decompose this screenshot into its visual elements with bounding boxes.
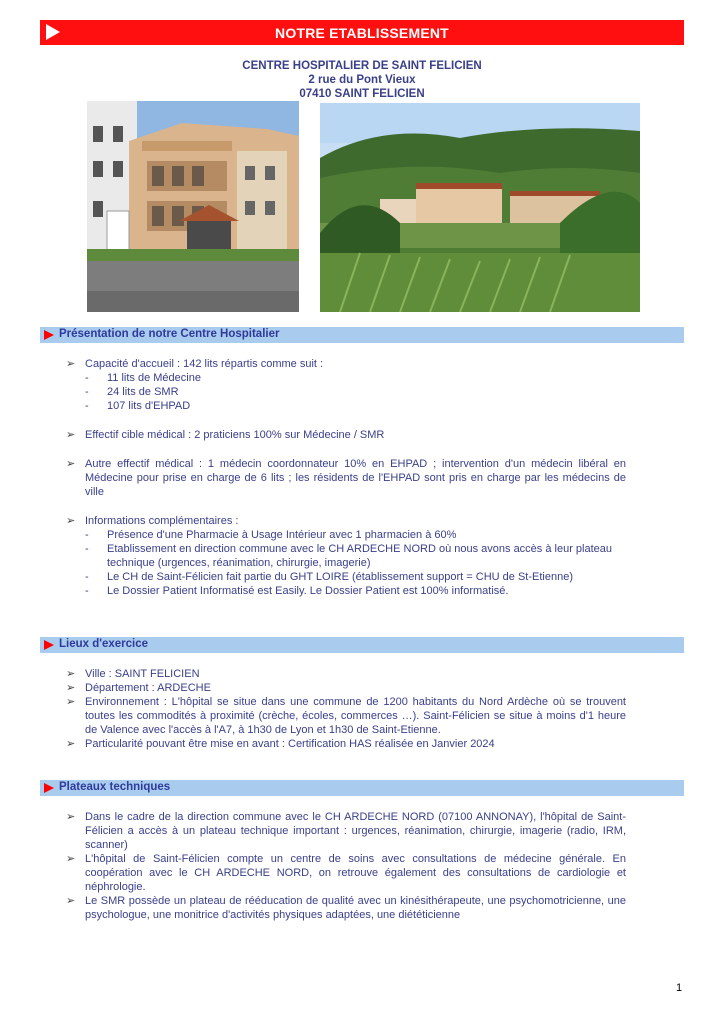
arrowhead-bullet-icon: ➢ bbox=[66, 853, 76, 865]
list-item: ➢ L'hôpital de Saint-Félicien compte un centre de soins avec consultations de médecine générale. En coopération avec le CH ARDECHE NORD, on retrouve également des consultations de cardiologie et néphrologie. bbox=[66, 853, 626, 893]
right-triangle-icon bbox=[44, 330, 54, 340]
sub-list-item: - Présence d'une Pharmacie à Usage Intérieur avec 1 pharmacien à 60% bbox=[85, 529, 457, 541]
list-item: ➢ Le SMR possède un plateau de rééducation de qualité avec un kinésithérapeute, une psychomotricienne, une psychologue, une monitrice d'activités physiques adaptées, une diététicienne bbox=[66, 895, 626, 921]
section-title: Plateaux techniques bbox=[59, 781, 171, 793]
right-triangle-icon bbox=[44, 640, 54, 650]
arrowhead-bullet-icon: ➢ bbox=[66, 515, 76, 527]
sub-list-item: - 107 lits d'EHPAD bbox=[85, 400, 191, 412]
lieux-content bbox=[66, 667, 626, 751]
landscape-photo bbox=[320, 103, 640, 312]
establishment-name: CENTRE HOSPITALIER DE SAINT FELICIEN bbox=[242, 60, 482, 72]
page-number: 1 bbox=[676, 982, 683, 994]
sub-list-item: - 24 lits de SMR bbox=[85, 386, 179, 398]
address-block bbox=[0, 59, 724, 101]
list-item: ➢ Effectif cible médical : 2 praticiens 100% sur Médecine / SMR bbox=[66, 429, 385, 441]
list-item: ➢ Informations complémentaires : bbox=[66, 515, 239, 527]
section-title: Présentation de notre Centre Hospitalier bbox=[59, 328, 280, 340]
arrowhead-bullet-icon: ➢ bbox=[66, 738, 76, 750]
sub-list-item: - Le CH de Saint-Félicien fait partie du GHT LOIRE (établissement support = CHU de St-Etienne) bbox=[85, 571, 573, 583]
arrowhead-bullet-icon: ➢ bbox=[66, 429, 76, 441]
section-title: Lieux d'exercice bbox=[59, 638, 149, 650]
arrowhead-bullet-icon: ➢ bbox=[66, 668, 76, 680]
page-title: NOTRE ETABLISSEMENT bbox=[275, 25, 449, 41]
list-item: ➢ Particularité pouvant être mise en avant : Certification HAS réalisée en Janvier 2024 bbox=[66, 738, 495, 750]
list-item: ➢ Environnement : L'hôpital se situe dans une commune de 1200 habitants du Nord Ardèche où se trouvent toutes les commodités à proximité (crèche, écoles, commerces …). Saint-Félicien se situe à moins d'1 heure de Valence avec l'accès à l'A7, à 1h30 de Lyon et 1h30 de Saint-Etienne. bbox=[66, 696, 626, 736]
arrowhead-bullet-icon: ➢ bbox=[66, 358, 76, 370]
right-triangle-icon bbox=[44, 783, 54, 793]
sub-list-item: - Etablissement en direction commune avec le CH ARDECHE NORD où nous avons accès à leur plateau technique (urgences, réanimation, chirurgie, imagerie) bbox=[85, 543, 613, 569]
city-address: 07410 SAINT FELICIEN bbox=[299, 88, 425, 100]
list-item: ➢ Dans le cadre de la direction commune avec le CH ARDECHE NORD (07100 ANNONAY), l'hôpital de Saint-Félicien a accès à un plateau technique important : urgences, réanimation, chirurgie, imagerie (radio, IRM, scanner) bbox=[66, 811, 626, 851]
list-item: ➢ Département : ARDECHE bbox=[66, 682, 211, 694]
list-item: ➢ Autre effectif médical : 1 médecin coordonnateur 10% en EHPAD ; intervention d'un médecin libéral en Médecine pour prise en charge de 6 lits ; les résidents de l'EHPAD sont pris en charge par les médecins de ville bbox=[66, 458, 626, 498]
building-photo bbox=[87, 101, 299, 312]
list-item: ➢ Ville : SAINT FELICIEN bbox=[66, 668, 200, 680]
arrowhead-bullet-icon: ➢ bbox=[66, 811, 76, 823]
list-item: ➢ Capacité d'accueil : 142 lits répartis comme suit : bbox=[66, 358, 324, 370]
sub-list-item: - 11 lits de Médecine bbox=[85, 372, 201, 384]
section-header-plateaux bbox=[40, 780, 684, 796]
arrowhead-bullet-icon: ➢ bbox=[66, 682, 76, 694]
section-header-lieux bbox=[40, 637, 684, 653]
arrowhead-bullet-icon: ➢ bbox=[66, 458, 76, 470]
arrowhead-bullet-icon: ➢ bbox=[66, 696, 76, 708]
sub-list-item: - Le Dossier Patient Informatisé est Easily. Le Dossier Patient est 100% informatisé. bbox=[85, 585, 509, 597]
arrowhead-bullet-icon: ➢ bbox=[66, 895, 76, 907]
plateaux-content bbox=[66, 810, 626, 922]
presentation-content bbox=[66, 357, 626, 598]
street-address: 2 rue du Pont Vieux bbox=[308, 74, 416, 86]
section-header-presentation bbox=[40, 327, 684, 343]
title-bar bbox=[40, 20, 684, 45]
